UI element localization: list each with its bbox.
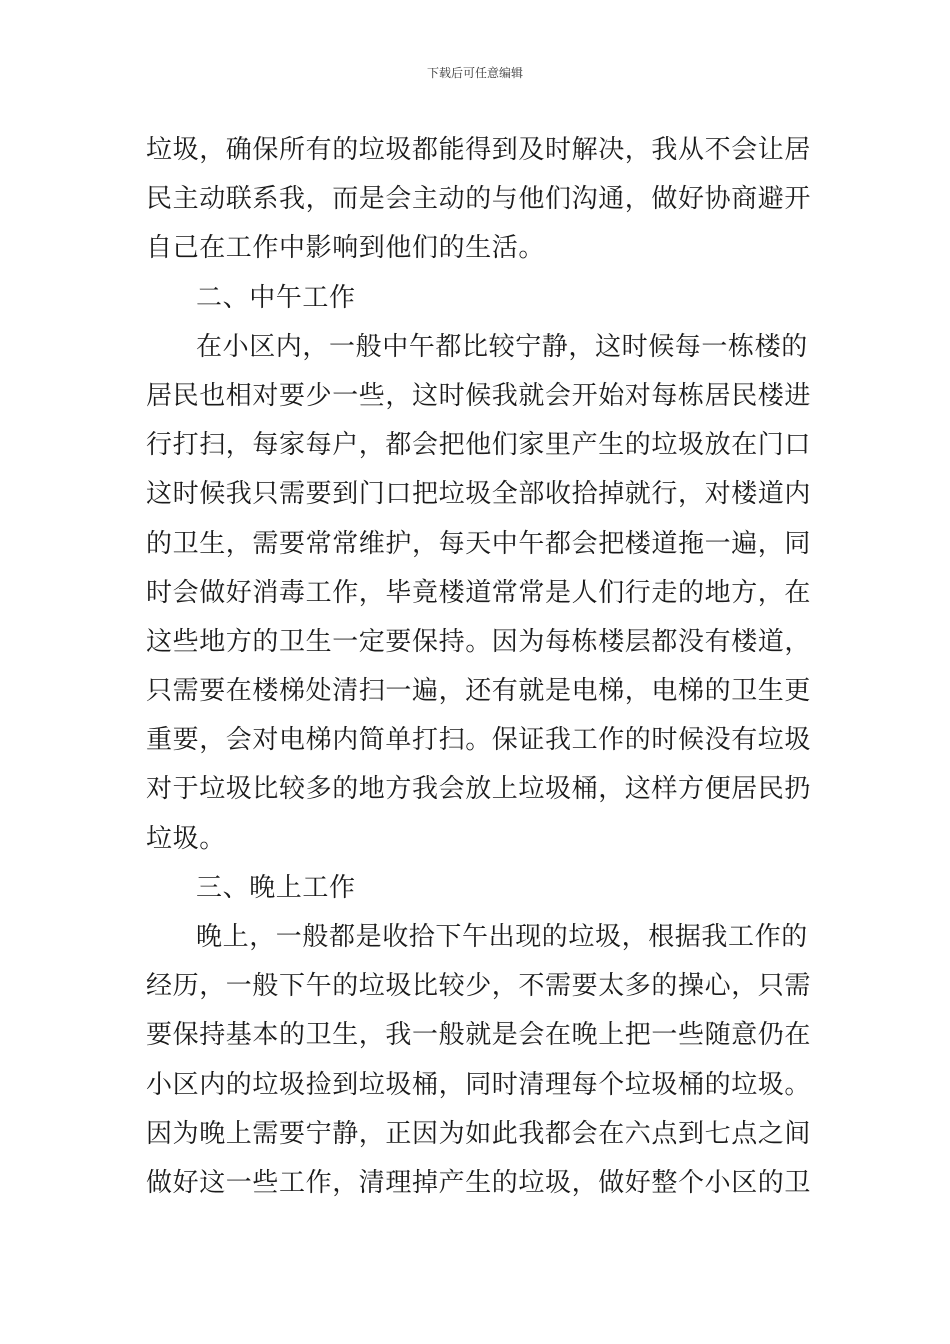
text-line: 时会做好消毒工作，毕竟楼道常常是人们行走的地方，在: [146, 577, 812, 608]
text-line: 经历，一般下午的垃圾比较少，不需要太多的操心，只需: [146, 971, 812, 1002]
text-line: 晚上，一般都是收拾下午出现的垃圾，根据我工作的: [196, 922, 808, 952]
text-line: 行打扫，每家每户，都会把他们家里产生的垃圾放在门口: [146, 430, 812, 461]
section-heading: 三、晚上工作: [196, 872, 356, 903]
text-line: 因为晚上需要宁静，正因为如此我都会在六点到七点之间: [146, 1118, 812, 1149]
section-heading: 二、中午工作: [196, 282, 356, 313]
text-line: 这时候我只需要到门口把垃圾全部收拾掉就行，对楼道内: [146, 479, 812, 510]
text-line: 在小区内，一般中午都比较宁静，这时候每一栋楼的: [196, 331, 808, 362]
text-line: 只需要在楼梯处清扫一遍，还有就是电梯，电梯的卫生更: [146, 676, 812, 707]
text-line: 自己在工作中影响到他们的生活。: [146, 233, 546, 264]
text-line: 垃圾，确保所有的垃圾都能得到及时解决，我从不会让居: [146, 135, 812, 165]
document-body: [146, 126, 810, 1208]
text-line: 这些地方的卫生一定要保持。因为每栋楼层都没有楼道，: [146, 626, 812, 657]
text-line: 重要，会对电梯内简单打扫。保证我工作的时候没有垃圾: [146, 725, 812, 756]
text-line: 要保持基本的卫生，我一般就是会在晚上把一些随意仍在: [146, 1020, 812, 1051]
text-line: 对于垃圾比较多的地方我会放上垃圾桶，这样方便居民扔: [146, 774, 812, 805]
text-line: 居民也相对要少一些，这时候我就会开始对每栋居民楼进: [146, 380, 812, 411]
text-line: 的卫生，需要常常维护，每天中午都会把楼道拖一遍，同: [146, 528, 812, 559]
text-line: 民主动联系我，而是会主动的与他们沟通，做好协商避开: [146, 184, 812, 215]
text-line: 垃圾。: [146, 823, 226, 854]
text-line: 做好这一些工作，清理掉产生的垃圾，做好整个小区的卫: [146, 1167, 812, 1198]
text-line: 小区内的垃圾捡到垃圾桶，同时清理每个垃圾桶的垃圾。: [146, 1069, 812, 1100]
page-header: 下载后可任意编辑: [426, 66, 523, 80]
